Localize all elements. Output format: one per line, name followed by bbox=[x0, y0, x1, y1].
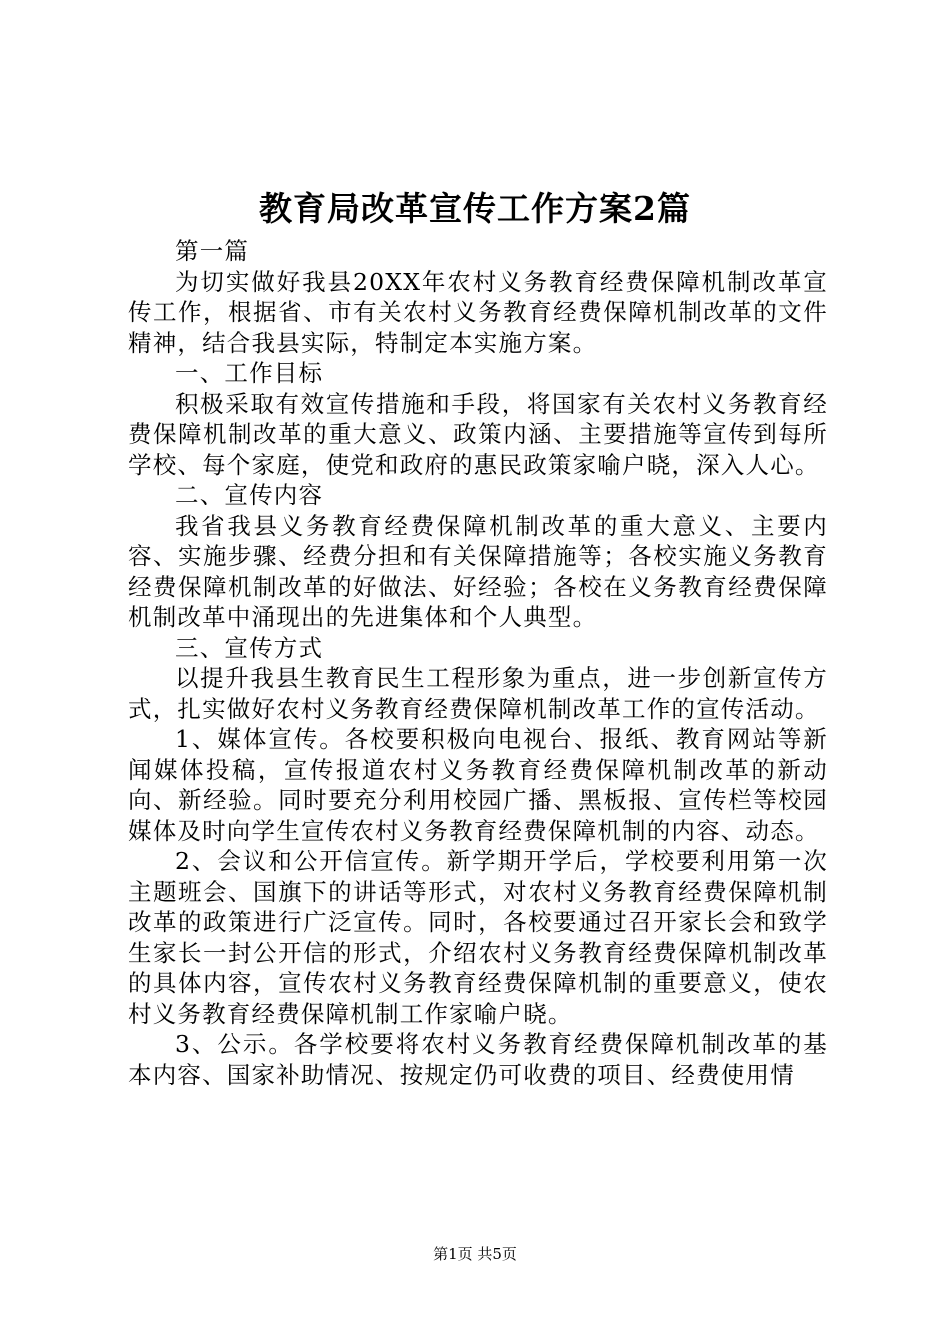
page-footer: 第1页 共5页 bbox=[433, 1245, 517, 1263]
intro-paragraph: 为切实做好我县20XX年农村义务教育经费保障机制改革宣传工作，根据省、市有关农村义务教育经费保障机制改革的文件精神，结合我县实际，特制定本实施方案。 bbox=[128, 267, 828, 357]
section-heading-content: 二、宣传内容 bbox=[175, 481, 324, 509]
goal-paragraph: 积极采取有效宣传措施和手段，将国家有关农村义务教育经费保障机制改革的重大意义、政策内涵、主要措施等宣传到每所学校、每个家庭，使党和政府的惠民政策家喻户晓，深入人心。 bbox=[128, 389, 828, 479]
section-heading-part-one: 第一篇 bbox=[175, 237, 250, 265]
meeting-paragraph: 2、会议和公开信宣传。新学期开学后，学校要利用第一次主题班会、国旗下的讲话等形式，对农村义务教育经费保障机制改革的政策进行广泛宣传。同时，各校要通过召开家长会和致学生家长一封公开信的形式，介绍农村义务教育经费保障机制改革的具体内容，宣传农村义务教育经费保障机制的重要意义，使农村义务教育经费保障机制工作家喻户晓。 bbox=[128, 847, 828, 1028]
publicity-paragraph: 3、公示。各学校要将农村义务教育经费保障机制改革的基本内容、国家补助情况、按规定仍可收费的项目、经费使用情 bbox=[128, 1030, 828, 1089]
document-body bbox=[128, 236, 828, 1090]
media-paragraph: 1、媒体宣传。各校要积极向电视台、报纸、教育网站等新闻媒体投稿，宣传报道农村义务教育经费保障机制改革的新动向、新经验。同时要充分利用校园广播、黑板报、宣传栏等校园媒体及时向学生宣传农村义务教育经费保障机制的内容、动态。 bbox=[128, 725, 828, 845]
method-paragraph: 以提升我县生教育民生工程形象为重点，进一步创新宣传方式，扎实做好农村义务教育经费保障机制改革工作的宣传活动。 bbox=[128, 664, 828, 723]
section-heading-goal: 一、工作目标 bbox=[175, 359, 324, 387]
section-heading-method: 三、宣传方式 bbox=[175, 633, 324, 662]
document-title: 教育局改革宣传工作方案2篇 bbox=[259, 189, 691, 228]
content-paragraph: 我省我县义务教育经费保障机制改革的重大意义、主要内容、实施步骤、经费分担和有关保障措施等；各校实施义务教育经费保障机制改革的好做法、好经验；各校在义务教育经费保障机制改革中涌现出的先进集体和个人典型。 bbox=[128, 511, 828, 631]
